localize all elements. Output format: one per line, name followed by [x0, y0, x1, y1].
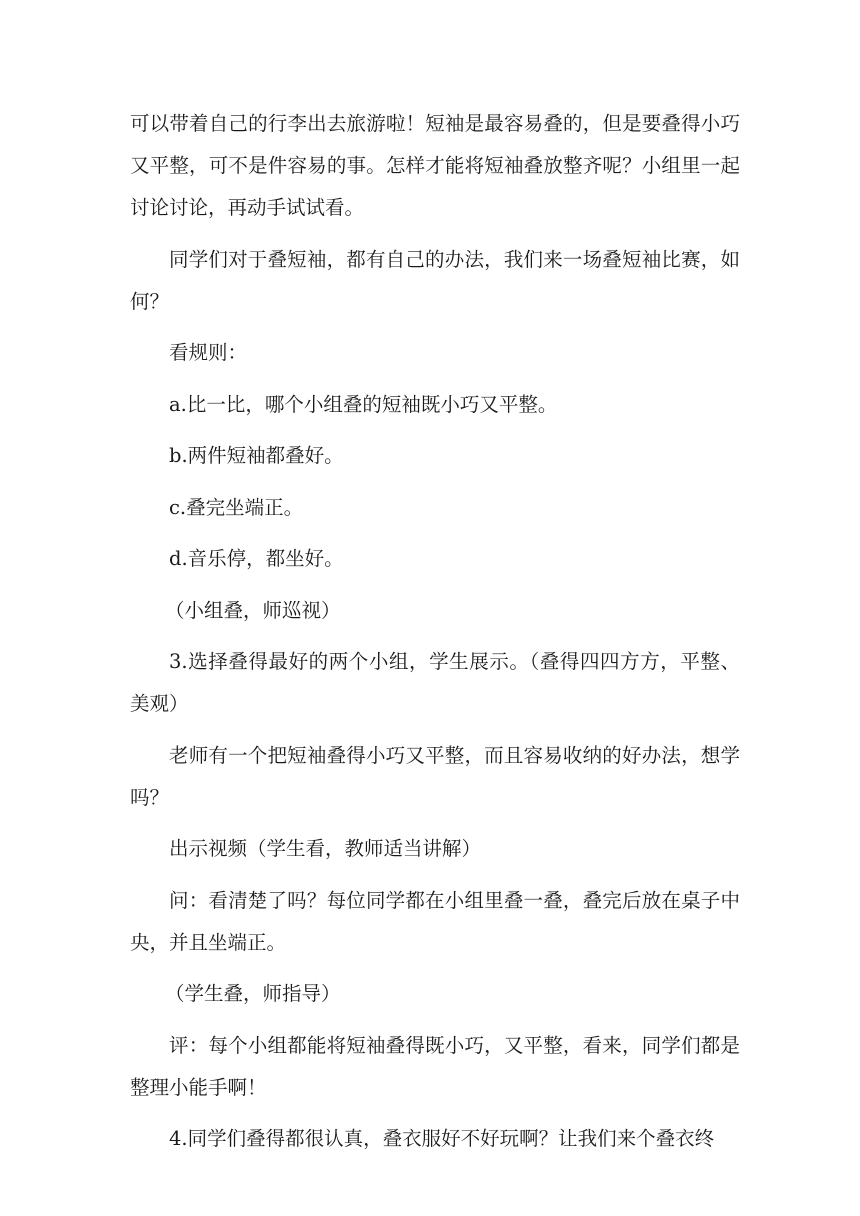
rule-d: d.音乐停，都坐好。: [169, 547, 344, 570]
rule-c: c.叠完坐端正。: [169, 495, 304, 519]
paragraph-evaluation: 评：每个小组都能将短袖叠得既小巧，又平整，看来，同学们都是整理小能手啊！: [130, 1033, 740, 1099]
paragraph-rules-heading: 看规则：: [169, 341, 248, 364]
paragraph-2: 同学们对于叠短袖，都有自己的办法，我们来一场叠短袖比赛，如何？: [130, 247, 740, 313]
rule-a: a.比一比，哪个小组叠的短袖既小巧又平整。: [169, 392, 558, 416]
stage-note-group-fold: （小组叠，师巡视）: [165, 598, 341, 622]
step-4: 4.同学们叠得都很认真，叠衣服好不好玩啊？让我们来个叠衣终: [169, 1127, 715, 1150]
stage-note-student-fold: （学生叠，师指导）: [165, 982, 341, 1005]
paragraph-show-video: 出示视频（学生看，教师适当讲解）: [169, 837, 482, 860]
rule-b: b.两件短袖都叠好。: [169, 444, 344, 467]
document-page: [130, 103, 740, 1170]
paragraph-teacher-method: 老师有一个把短袖叠得小巧又平整，而且容易收纳的好办法，想学吗？: [130, 743, 740, 809]
step-3: 3.选择叠得最好的两个小组，学生展示。（叠得四四方方，平整、美观）: [130, 650, 740, 715]
paragraph-question: 问：看清楚了吗？每位同学都在小组里叠一叠，叠完后放在桌子中央，并且坐端正。: [130, 888, 740, 954]
paragraph-1: 可以带着自己的行李出去旅游啦！短袖是最容易叠的，但是要叠得小巧又平整，可不是件容易的事。怎样才能将短袖叠放整齐呢？小组里一起讨论讨论，再动手试试看。: [130, 112, 740, 219]
